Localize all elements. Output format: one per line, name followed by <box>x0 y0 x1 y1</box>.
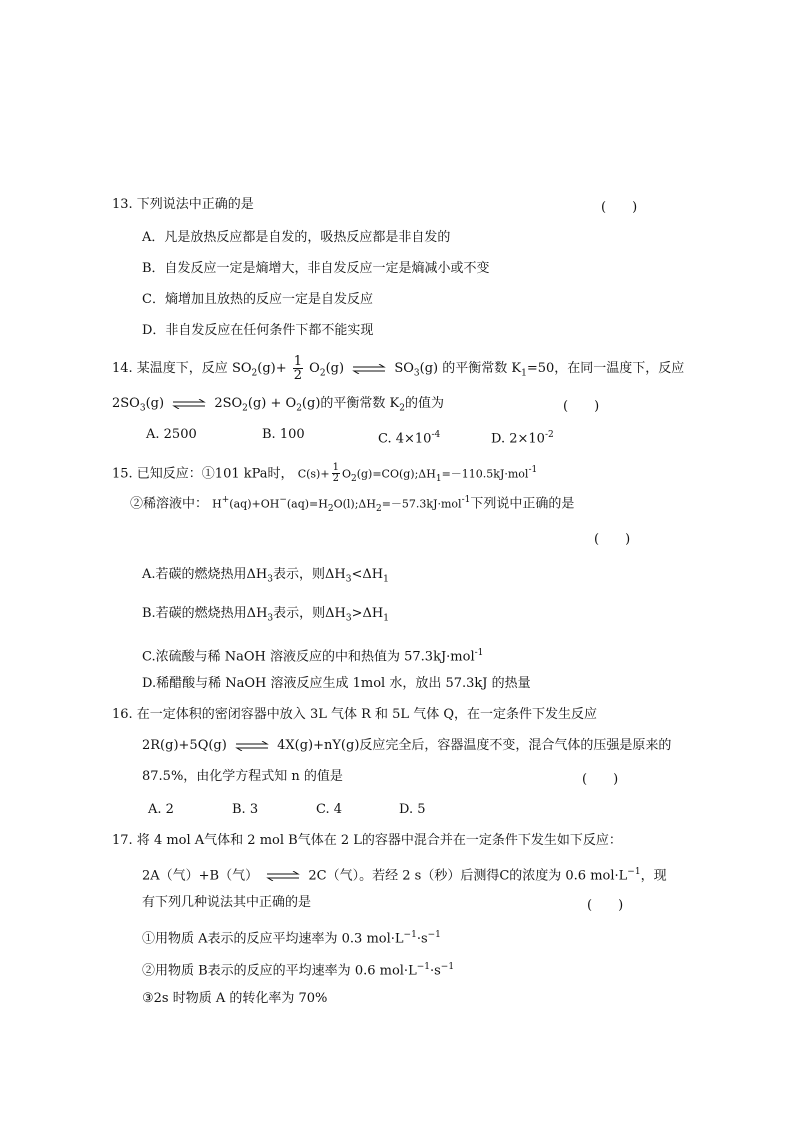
q15-option-b: B.若碳的燃烧热用$\Delta H_3$表示，则$\Delta H_3>\Delta H_1$ <box>142 606 389 624</box>
q17-statement-2: ②用物质 B表示的反应的平均速率为 0.6 $mol\cdot L^{-1}\cdot s^{-1}$ <box>142 962 455 979</box>
q15-option-a: A.若碳的燃烧热用$\Delta H_3$表示，则$\Delta H_3<\Delta H_1$ <box>142 567 389 585</box>
equilibrium-arrow-icon <box>352 364 386 374</box>
q15-option-c: C.浓硫酸与稀 NaOH 溶液反应的中和热值为 57.3kJ·mol$^{-1}$ <box>142 648 484 665</box>
equilibrium-arrow-icon <box>235 741 269 751</box>
q13-answer-paren: ( ) <box>601 200 638 215</box>
q15-answer-paren: ( ) <box>594 532 631 547</box>
q14-line2: $2SO_3(g) 2SO_2(g) + O_2(g)$的平衡常数 $K_2$的值为 <box>112 396 444 414</box>
equilibrium-arrow-icon <box>266 871 300 881</box>
q16-option-b: B. 3 <box>232 802 259 817</box>
q15-line2: ②稀溶液中： $H^+(aq)+OH^-(aq)=H_2O(l);\Delta H_2=-57.3kJ\cdot mol^{-1}$下列说中正确的是 <box>130 495 575 514</box>
q16-option-a: A. 2 <box>148 802 174 817</box>
q13-option-a: A．凡是放热反应都是自发的，吸热反应都是非自发的 <box>142 230 451 245</box>
q15-option-d: D.稀醋酸与稀 NaOH 溶液反应生成 1mol 水，放出 57.3kJ 的热量 <box>142 676 531 691</box>
q16-line2: 2R(g)+5Q(g) 4X(g)+nY(g)反应完全后，容器温度不变，混合气体的压强是原来的 <box>142 738 672 753</box>
q14-option-a: A. 2500 <box>146 427 197 442</box>
q17-statement-3: ③2s 时物质 A 的转化率为 70% <box>142 991 328 1006</box>
q14-option-d: D. $2\times 10^{-2}$ <box>491 430 554 447</box>
q17-statement-1: ①用物质 A表示的反应平均速率为 0.3 $mol\cdot L^{-1}\cdot s^{-1}$ <box>142 930 441 947</box>
q15-line1: 15. 已知反应：①101 kPa时， C(s)+ $\frac{1}{2}$ $O_2(g)=CO(g);\Delta H_1=-110.5kJ\cdot mol^{-1}$ <box>112 462 538 485</box>
q17-answer-paren: ( ) <box>587 898 624 913</box>
q13-option-c: C．熵增加且放热的反应一定是自发反应 <box>142 292 373 307</box>
fraction-half: $\frac{1}{2}$ <box>332 462 339 485</box>
q17-line2: 2A（气）+B（气） 2C（气）。若经 2 s（秒）后测得C的浓度为 0.6 $mol\cdot L^{-1}$，现 <box>142 867 667 884</box>
q14-option-b: B. 100 <box>262 427 305 442</box>
q16-line3: 87.5%，由化学方程式知 n 的值是 <box>142 769 343 784</box>
q14-option-c: C. $4\times 10^{-4}$ <box>378 430 441 447</box>
q16-option-c: C. 4 <box>316 802 343 817</box>
q17-line1: 17. 将 4 mol A气体和 2 mol B气体在 2 L的容器中混合并在一定条件下发生如下反应： <box>112 833 622 848</box>
q14-answer-paren: ( ) <box>563 399 600 414</box>
q13-option-b: B．自发反应一定是熵增大，非自发反应一定是熵减小或不变 <box>142 261 490 276</box>
q16-option-d: D. 5 <box>399 802 426 817</box>
fraction-half: $\frac{1}{2}$ <box>293 354 303 383</box>
q17-line3: 有下列几种说法其中正确的是 <box>142 895 312 910</box>
q16-answer-paren: ( ) <box>582 772 619 787</box>
equilibrium-arrow-icon <box>172 399 206 409</box>
q13-option-d: D．非自发反应在任何条件下都不能实现 <box>142 323 374 338</box>
q16-line1: 16. 在一定体积的密闭容器中放入 3L 气体 R 和 5L 气体 Q，在一定条件下发生反应 <box>112 707 597 722</box>
q14-line1: 14. 某温度下，反应 $SO_2(g)+$ $\frac{1}{2}$ $O_2(g)$ $SO_3(g)$ 的平衡常数 $K_1=50$，在同一温度下，反应 <box>112 354 685 383</box>
q13-stem: 13. 下列说法中正确的是 <box>112 197 254 212</box>
